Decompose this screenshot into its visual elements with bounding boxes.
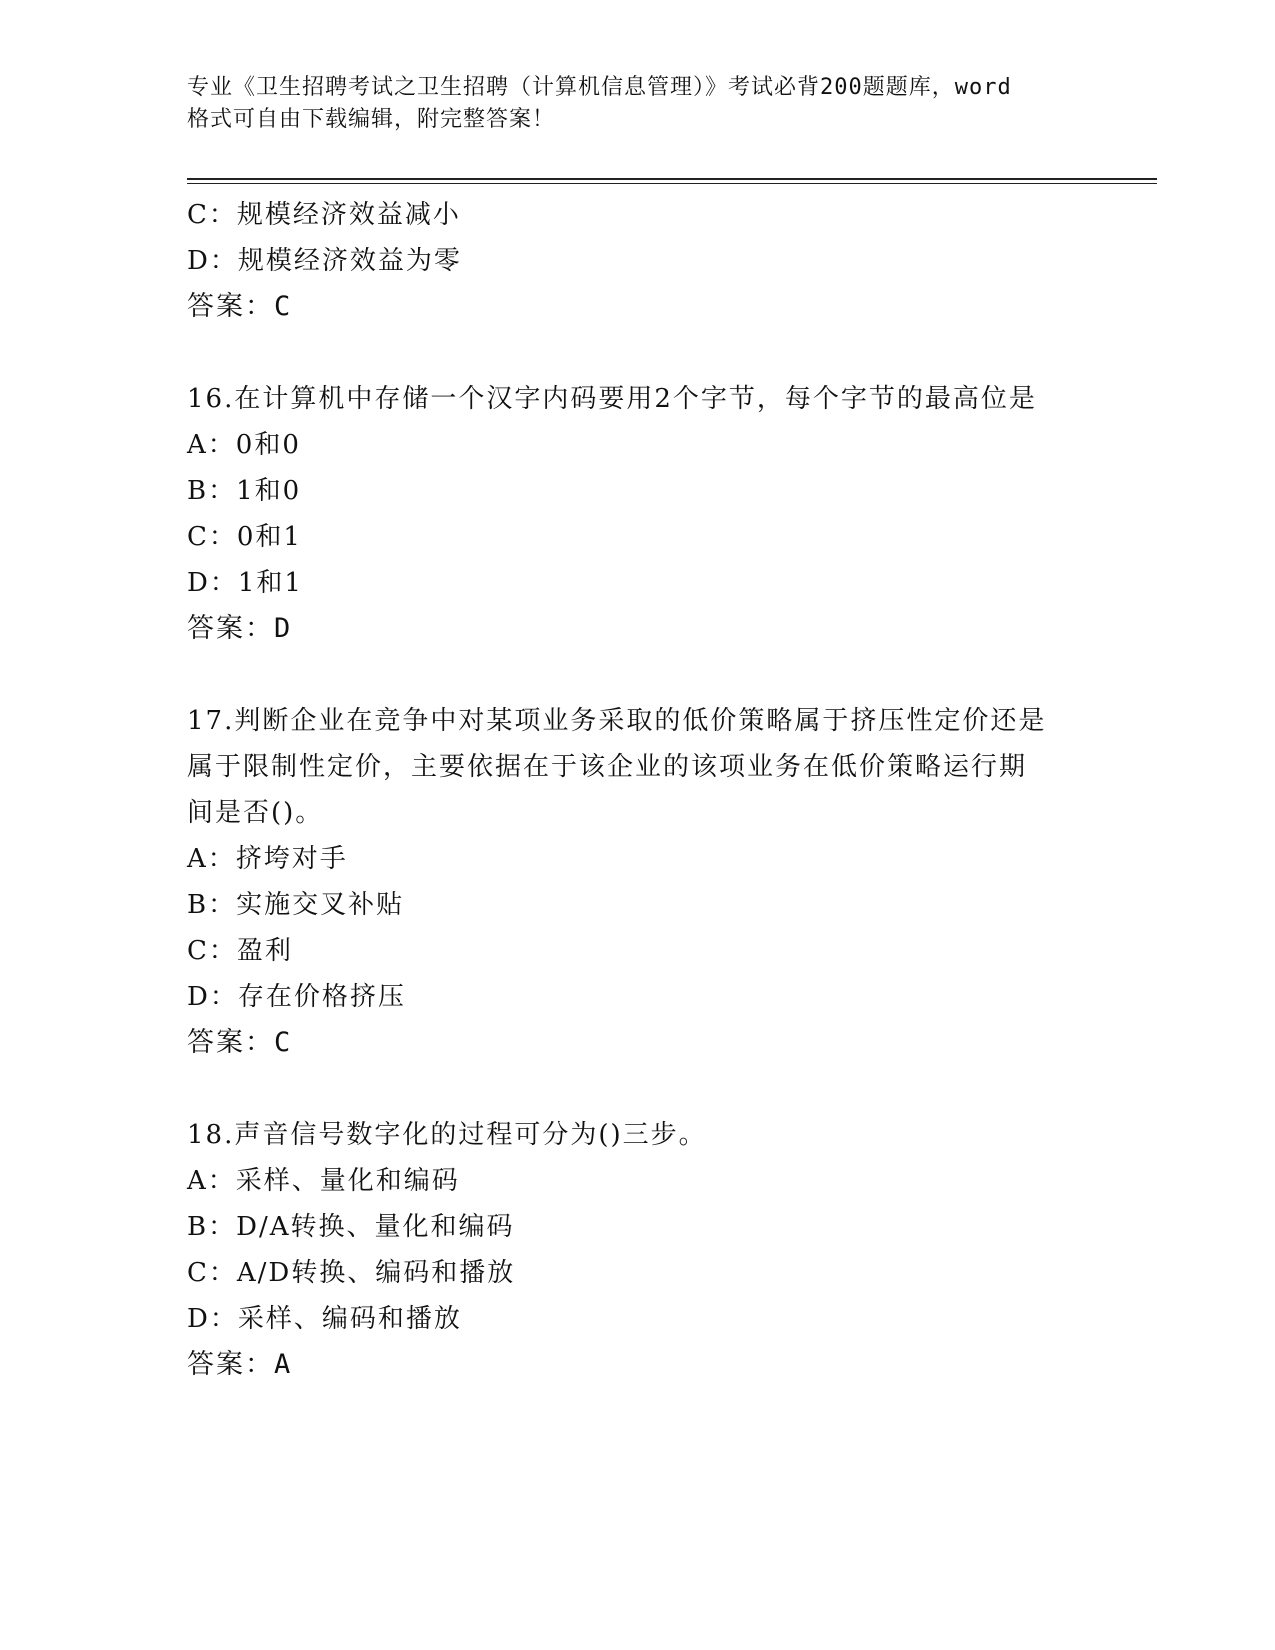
option-b: B：实施交叉补贴 [187,890,405,920]
answer-line [187,1342,1147,1388]
answer-label: 答案： [187,1349,274,1380]
question-list [187,192,1147,1388]
question-text-line-2: 属于限制性定价，主要依据在于该企业的该项业务在低价策略运行期 [187,752,1028,782]
answer-label: 答案： [187,613,274,644]
option-c: C：盈利 [187,936,293,966]
header-divider-thick [187,178,1157,180]
question-16 [187,376,1147,652]
option-a: A：采样、量化和编码 [187,1166,460,1196]
option-c: C：规模经济效益减小 [187,200,461,230]
option-d: D：规模经济效益为零 [187,246,462,276]
question-text-line-3: 间是否()。 [187,798,324,828]
answer-label: 答案： [187,1027,274,1058]
option-b: B：D/A转换、量化和编码 [187,1212,515,1242]
header-title-line-1: 专业《卫生招聘考试之卫生招聘（计算机信息管理）》考试必背200题题库，word [187,75,1012,100]
question-text-line-1: 17.判断企业在竞争中对某项业务采取的低价策略属于挤压性定价还是 [187,706,1047,736]
answer-line [187,1020,1147,1066]
option-d: D：采样、编码和播放 [187,1304,462,1334]
question-17 [187,698,1147,1066]
option-d: D：存在价格挤压 [187,982,406,1012]
option-a: A：0和0 [187,430,301,460]
answer-line [187,606,1147,652]
answer-value: D [274,613,293,644]
document-header [187,72,1087,136]
option-c: C：A/D转换、编码和播放 [187,1258,516,1288]
option-d: D：1和1 [187,568,303,598]
question-text: 18.声音信号数字化的过程可分为()三步。 [187,1120,707,1150]
answer-value: A [274,1349,293,1380]
answer-label: 答案： [187,291,274,322]
carryover-question [187,192,1147,330]
option-b: B：1和0 [187,476,302,506]
answer-value: C [274,291,293,322]
question-18 [187,1112,1147,1388]
header-divider-thin [187,183,1157,184]
header-title-line-2: 格式可自由下载编辑，附完整答案！ [187,107,556,132]
answer-value: C [274,1027,293,1058]
option-a: A：挤垮对手 [187,844,348,874]
answer-line [187,284,1147,330]
option-c: C：0和1 [187,522,302,552]
question-text: 16.在计算机中存储一个汉字内码要用2个字节，每个字节的最高位是 [187,384,1037,414]
